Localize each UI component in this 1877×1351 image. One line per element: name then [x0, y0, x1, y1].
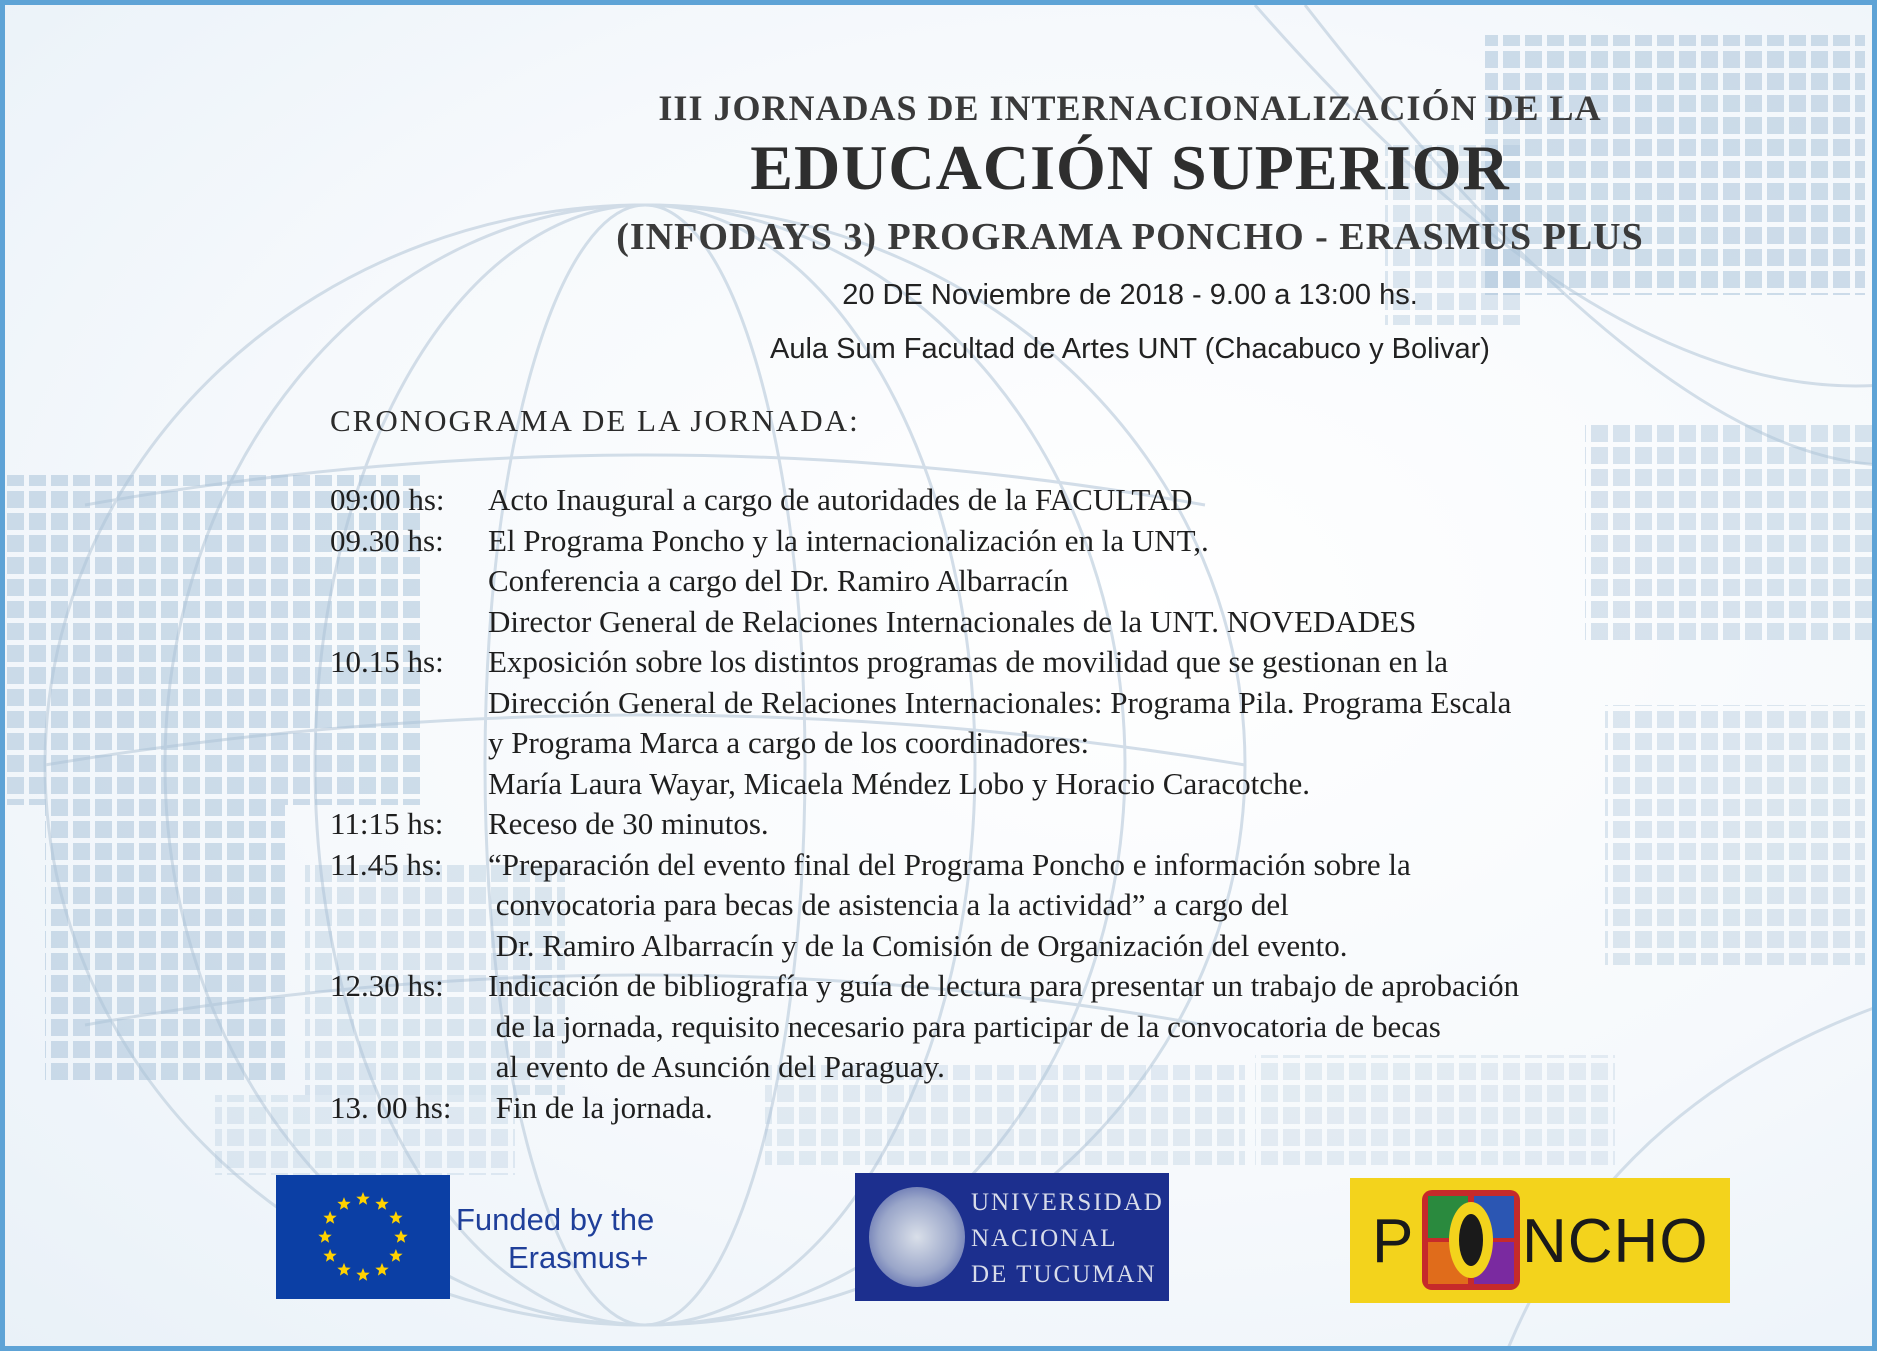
eu-funded-line-2: Erasmus+ [508, 1240, 649, 1275]
schedule-text: Dirección General de Relaciones Internacionales: Programa Pila. Programa Escala [488, 684, 1512, 720]
unt-name-line-1: UNIVERSIDAD [971, 1189, 1164, 1216]
title-line-1: III JORNADAS DE INTERNACIONALIZACIÓN DE LA [658, 88, 1602, 128]
eu-star-icon [356, 1268, 369, 1281]
schedule-line [330, 642, 1850, 683]
eu-funded-text [456, 1201, 654, 1277]
schedule-text: y Programa Marca a cargo de los coordinadores: [488, 725, 1090, 760]
eu-star-icon [389, 1249, 402, 1262]
eu-flag-logo [276, 1175, 450, 1299]
eu-star-icon [356, 1192, 369, 1205]
schedule-line [330, 1088, 1850, 1129]
schedule-line [330, 885, 1850, 926]
unt-name [971, 1185, 1164, 1293]
poncho-woven-o-icon [1422, 1190, 1520, 1290]
schedule-line [330, 561, 1850, 602]
schedule-text: María Laura Wayar, Micaela Méndez Lobo y Horacio Caracotche. [488, 765, 1310, 801]
schedule-title: CRONOGRAMA DE LA JORNADA: [330, 403, 860, 438]
schedule-text: Dr. Ramiro Albarracín y de la Comisión de Organización del evento. [488, 927, 1348, 963]
unt-seal-icon [869, 1187, 965, 1287]
eu-stars-icon [276, 1175, 450, 1299]
schedule-line [330, 764, 1850, 805]
schedule-line [330, 804, 1850, 845]
schedule-text: Director General de Relaciones Internacionales de la UNT. NOVEDADES [488, 603, 1417, 639]
schedule-text: al evento de Asunción del Paraguay. [488, 1049, 945, 1084]
schedule-line [330, 521, 1850, 562]
eu-star-icon [318, 1230, 331, 1243]
schedule-text: “Preparación del evento final del Programa Poncho e información sobre la [488, 846, 1411, 882]
schedule-line [330, 1007, 1850, 1048]
schedule-time: 12.30 hs: [330, 968, 444, 1003]
eu-star-icon [323, 1249, 336, 1262]
schedule-line [330, 1047, 1850, 1088]
eu-star-icon [389, 1211, 402, 1224]
poncho-letters-ncho: NCHO [1522, 1207, 1709, 1276]
schedule-list [330, 480, 1850, 1128]
schedule-line [330, 926, 1850, 967]
schedule-line [330, 480, 1850, 521]
poncho-logo [1350, 1178, 1730, 1303]
unt-logo [855, 1173, 1169, 1301]
schedule-text: Receso de 30 minutos. [488, 806, 769, 841]
schedule-time: 13. 00 hs: [330, 1089, 452, 1125]
schedule-line [330, 602, 1850, 643]
event-date: 20 DE Noviembre de 2018 - 9.00 a 13:00 hs. [842, 279, 1418, 311]
eu-star-icon [337, 1197, 350, 1210]
schedule-text: convocatoria para becas de asistencia a la actividad” a cargo del [488, 887, 1289, 922]
eu-funded-line-1: Funded by the [456, 1202, 655, 1237]
title-line-2: EDUCACIÓN SUPERIOR [750, 132, 1510, 203]
schedule-line [330, 966, 1850, 1007]
schedule-text: Fin de la jornada. [488, 1089, 713, 1125]
unt-name-line-3: DE TUCUMAN [971, 1261, 1157, 1288]
schedule-text: Acto Inaugural a cargo de autoridades de la FACULTAD [488, 482, 1193, 517]
eu-star-icon [394, 1230, 407, 1243]
schedule-line [330, 683, 1850, 724]
schedule-text: El Programa Poncho y la internacionalización en la UNT,. [488, 522, 1209, 558]
event-venue: Aula Sum Facultad de Artes UNT (Chacabuco y Bolivar) [770, 333, 1490, 365]
schedule-time: 09:00 hs: [330, 482, 445, 517]
schedule-time: 11:15 hs: [330, 806, 444, 841]
unt-name-line-2: NACIONAL [971, 1225, 1118, 1252]
title-line-3: (INFODAYS 3) PROGRAMA PONCHO - ERASMUS PLUS [616, 216, 1644, 258]
schedule-text: Indicación de bibliografía y guía de lectura para presentar un trabajo de aprobación [488, 968, 1520, 1003]
schedule-time: 11.45 hs: [330, 846, 443, 882]
poncho-letter-p: P [1372, 1207, 1415, 1276]
schedule-line [330, 723, 1850, 764]
eu-star-icon [323, 1211, 336, 1224]
eu-star-icon [375, 1263, 388, 1276]
schedule-time: 09.30 hs: [330, 522, 444, 558]
schedule-text: Conferencia a cargo del Dr. Ramiro Albarracín [488, 563, 1069, 598]
eu-star-icon [337, 1263, 350, 1276]
schedule-text: de la jornada, requisito necesario para participar de la convocatoria de becas [488, 1008, 1441, 1044]
schedule-text: Exposición sobre los distintos programas de movilidad que se gestionan en la [488, 644, 1448, 679]
schedule-line [330, 845, 1850, 886]
schedule-time: 10.15 hs: [330, 644, 444, 679]
eu-star-icon [375, 1197, 388, 1210]
